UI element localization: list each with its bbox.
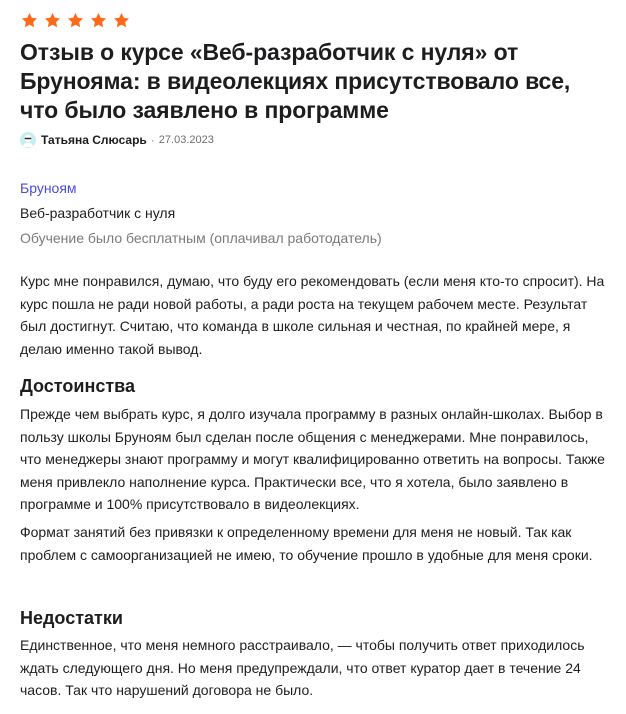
avatar[interactable]	[20, 132, 36, 148]
review-date: 27.03.2023	[158, 134, 214, 146]
rating-stars	[20, 11, 131, 30]
star-icon	[89, 11, 108, 30]
payment-note: Обучение было бесплатным (оплачивал работодатель)	[20, 230, 382, 246]
pros-paragraph: Формат занятий без привязки к определенному времени для меня не новый. Так как проблем с самоорганизацией не имею, то обучение прошло в удобные для меня сроки.	[20, 524, 593, 563]
school-link[interactable]: Бруноям	[20, 180, 77, 196]
star-icon	[20, 11, 39, 30]
cons-paragraph: Единственное, что меня немного расстраивало, — чтобы получить ответ приходилось ждать следующего дня. Но меня предупреждали, что ответ куратор дает в течение 24 часов. Так что нарушений договора не было.	[20, 637, 585, 698]
cons-heading: Недостатки	[20, 608, 123, 628]
star-icon	[112, 11, 131, 30]
star-icon	[66, 11, 85, 30]
pros-heading: Достоинства	[20, 376, 135, 396]
author-name[interactable]: Татьяна Слюсарь	[41, 133, 147, 147]
review-meta	[20, 132, 214, 148]
pros-paragraph: Прежде чем выбрать курс, я долго изучала программу в разных онлайн-школах. Выбор в пользу школы Бруноям был сделан после общения с менеджерами. Мне понравилось, что менеджеры знают программу и могут квалифицированно ответить на вопросы. Также меня привлекло наполнение курса. Практически все, что я хотела, было заявлено в программе и 100% присутствовало в видеолекциях.	[20, 406, 605, 512]
course-info	[20, 176, 382, 251]
review-title: Отзыв о курсе «Веб-разработчик с нуля» от Брунояма: в видеолекциях присутствовало все, что было заявлено в программе	[20, 39, 571, 123]
star-icon	[43, 11, 62, 30]
course-name: Веб-разработчик с нуля	[20, 205, 176, 221]
review-intro: Курс мне понравился, думаю, что буду его рекомендовать (если меня кто-то спросит). На курс пошла не ради новой работы, а ради роста на текущем рабочем месте. Результат был достигнут. Считаю, что команда в школе сильная и честная, по крайней мере, я делаю именно такой вывод.	[20, 273, 605, 357]
meta-separator: ·	[150, 133, 155, 147]
